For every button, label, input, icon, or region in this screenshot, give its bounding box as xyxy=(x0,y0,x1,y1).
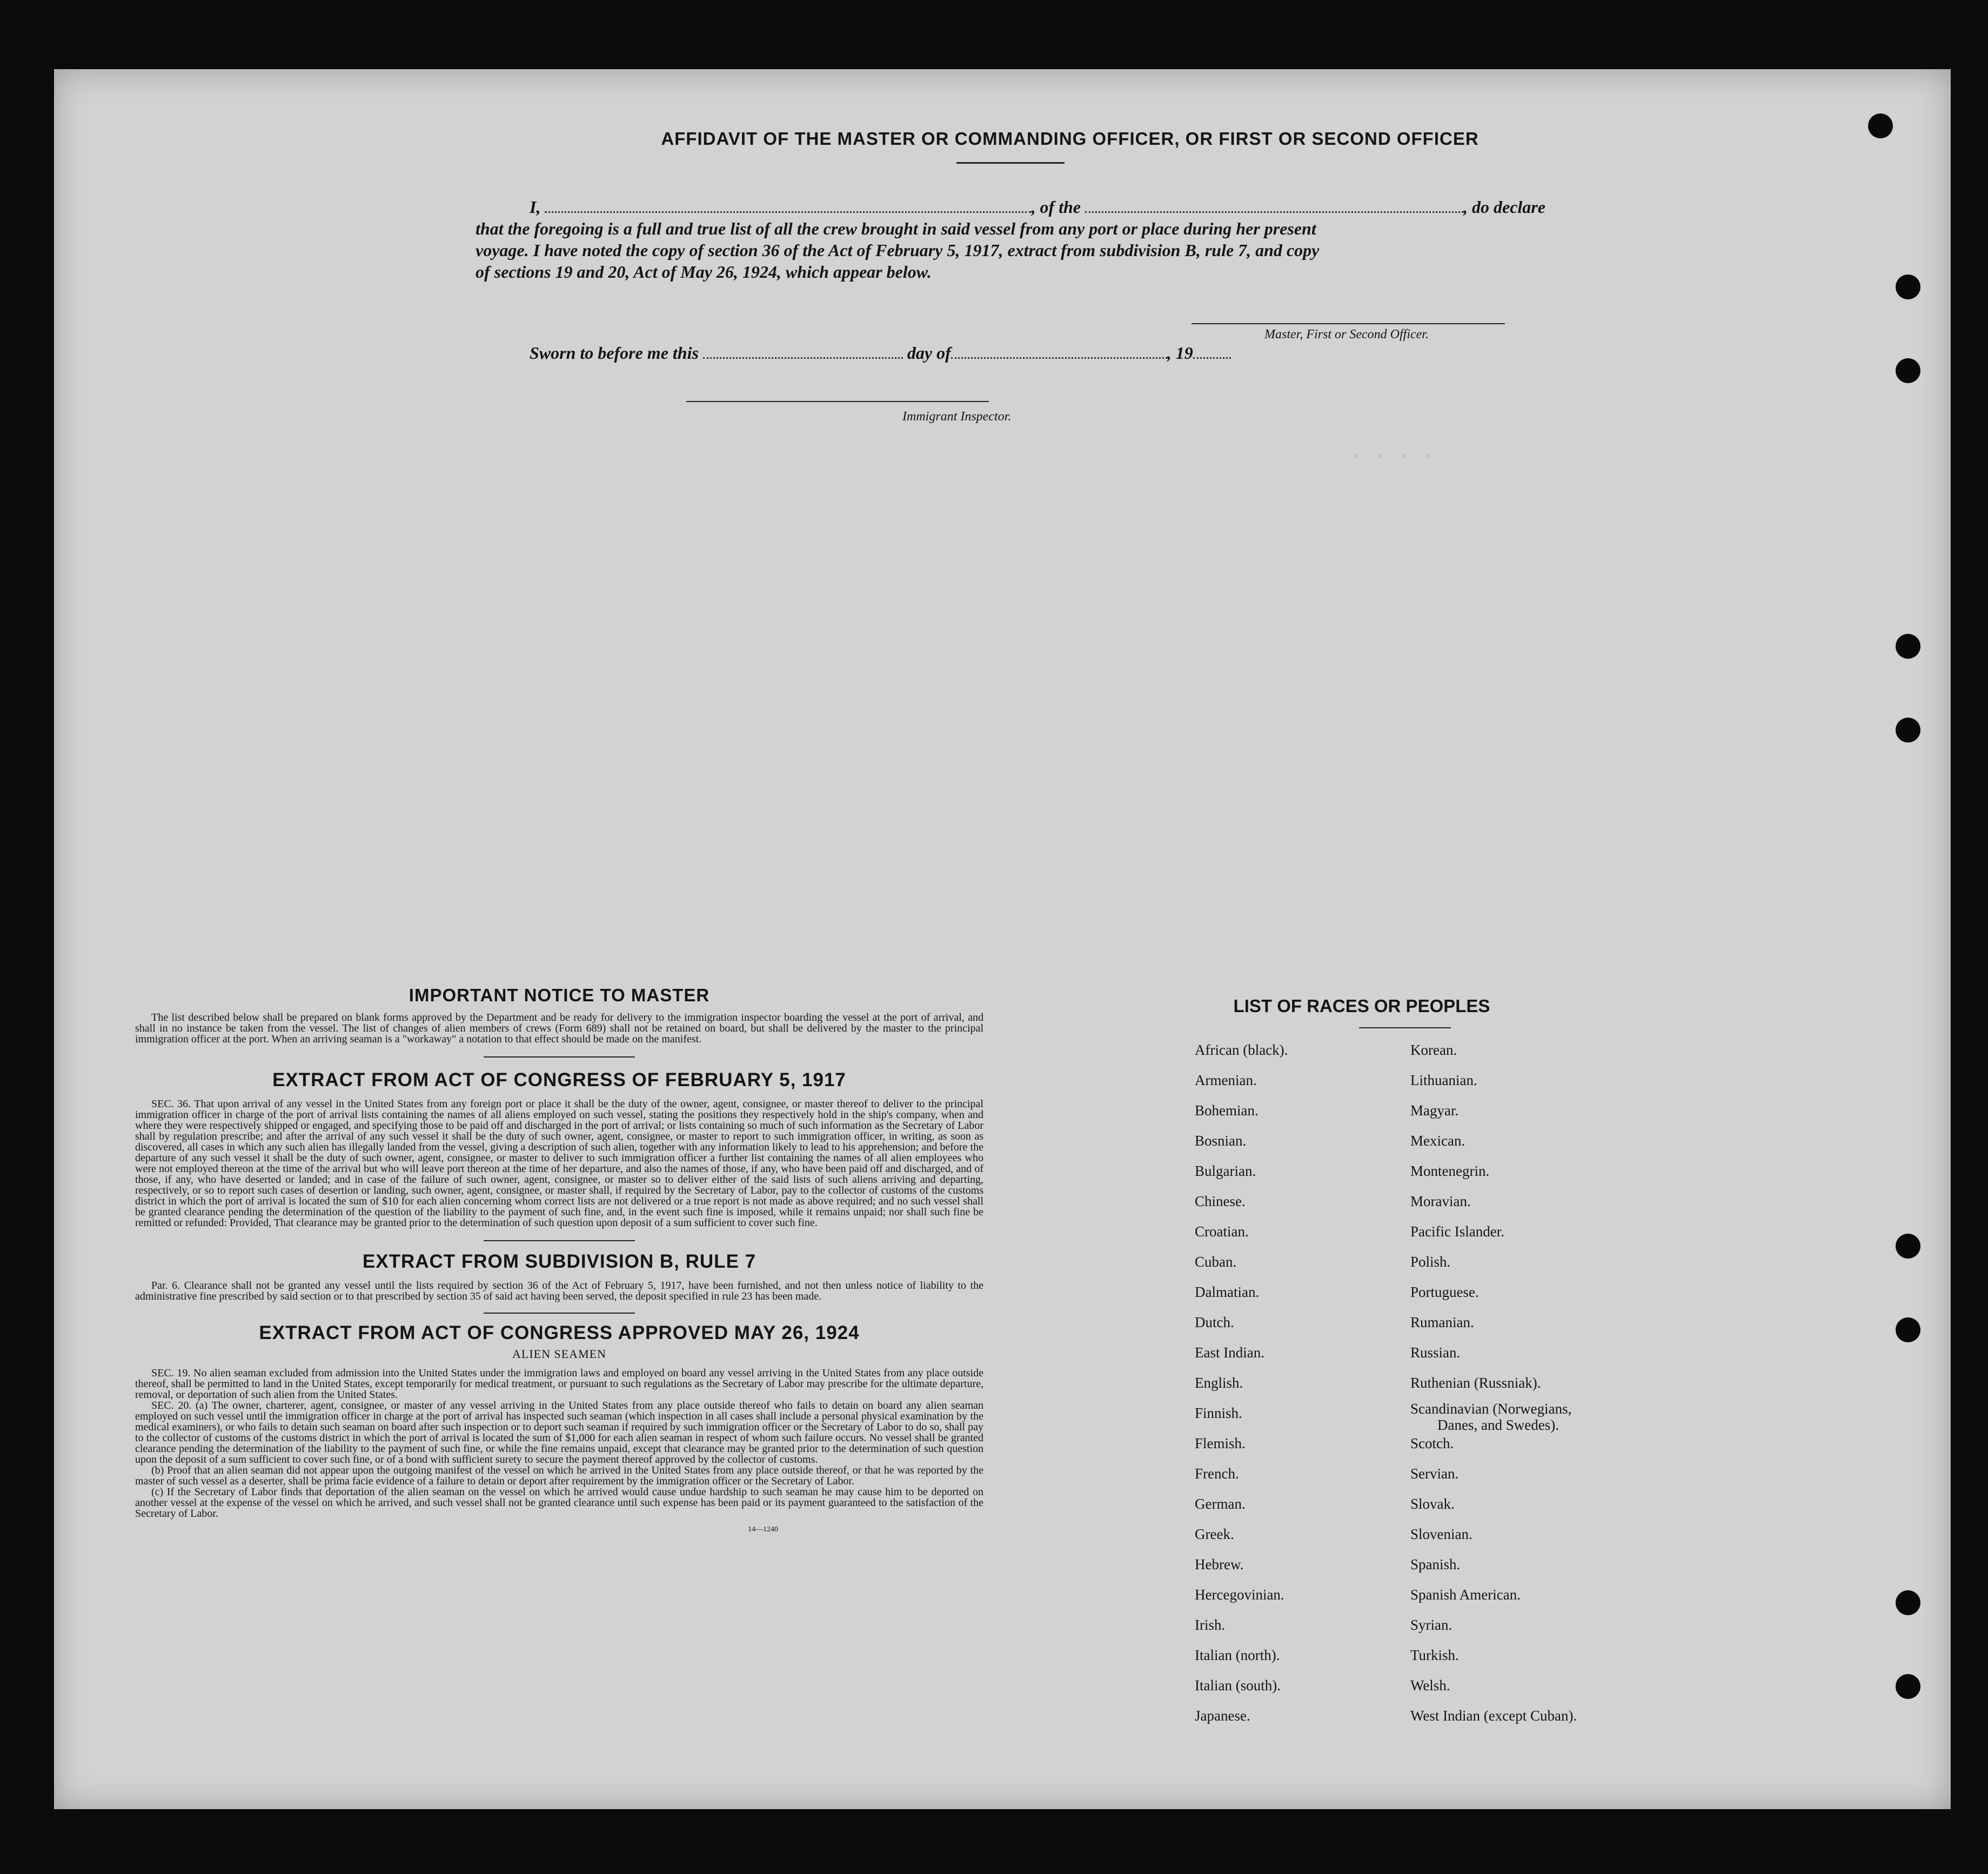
vessel-blank xyxy=(1085,201,1463,213)
name-blank xyxy=(545,201,1031,213)
binder-hole xyxy=(1896,1674,1920,1699)
race-right-item: Pacific Islander. xyxy=(1410,1223,1504,1240)
declaration-prefix: I, xyxy=(530,197,541,217)
race-right-item: Mexican. xyxy=(1410,1133,1465,1149)
race-left-item: English. xyxy=(1195,1375,1243,1391)
sec19-text: SEC. 19. No alien seaman excluded from admission into the United States under the immigration laws and employed on board any vessel arriving in the United States from any place outside thereof, shall be permitted to land in the United States, except temporarily for medical treatment, or pursuant to such regulations as the Secretary of Labor may prescribe for the ultimate departure, removal, or deportation of such alien from the United States. xyxy=(135,1367,983,1401)
race-left-item: Italian (north). xyxy=(1195,1647,1280,1663)
race-right-item: Portuguese. xyxy=(1410,1284,1479,1300)
sworn-month-blank xyxy=(951,347,1167,359)
races-title-underline xyxy=(1359,1027,1451,1028)
race-right-item: Slovak. xyxy=(1410,1496,1455,1512)
sworn-year-blank xyxy=(1193,347,1231,359)
inspector-signature-line xyxy=(686,401,989,402)
race-left-item: Hercegovinian. xyxy=(1195,1587,1284,1603)
race-left-item: African (black). xyxy=(1195,1042,1288,1058)
race-right-item: Scandinavian (Norwegians, xyxy=(1410,1401,1572,1417)
race-left-item: Finnish. xyxy=(1195,1405,1242,1421)
race-left-item: Hebrew. xyxy=(1195,1556,1244,1572)
race-left-item: Greek. xyxy=(1195,1526,1234,1542)
section-divider xyxy=(484,1056,635,1058)
section-divider xyxy=(484,1240,635,1241)
race-right-item: Syrian. xyxy=(1410,1617,1452,1633)
sec20c-text: (c) If the Secretary of Labor finds that deportation of the alien seaman on the vessel on which he arrived would cause undue hardship to such seaman he may cause him to be deported on another vessel at the expense of the vessel on which he arrived, and such vessel shall not be granted clearance until such expense has been paid or its payment guaranteed to the satisfaction of the Secretary of Labor. xyxy=(135,1486,983,1520)
race-left-item: Armenian. xyxy=(1195,1072,1257,1088)
binder-hole xyxy=(1896,718,1920,742)
race-left-item: Irish. xyxy=(1195,1617,1226,1633)
race-right-item: Montenegrin. xyxy=(1410,1163,1490,1179)
sworn-day-blank xyxy=(703,347,903,359)
race-left-item: Bosnian. xyxy=(1195,1133,1247,1149)
master-signature-line xyxy=(1192,323,1505,324)
race-left-item: Bulgarian. xyxy=(1195,1163,1256,1179)
form-number: 14—1240 xyxy=(748,1525,778,1534)
declaration-line-4: of sections 19 and 20, Act of May 26, 1924, which appear below. xyxy=(476,262,932,282)
binder-hole xyxy=(1896,1590,1920,1615)
race-left-item: Bohemian. xyxy=(1195,1102,1259,1119)
sworn-year-prefix: , 19 xyxy=(1167,343,1193,363)
race-right-item: Lithuanian. xyxy=(1410,1072,1477,1088)
section-divider xyxy=(484,1313,635,1314)
race-right-item: Spanish American. xyxy=(1410,1587,1521,1603)
sec20b-text: (b) Proof that an alien seaman did not appear upon the outgoing manifest of the vessel on which he arrived in the United States from any place outside thereof, or that he was reported by the master of such vessel as a deserter, shall be prima facie evidence of a failure to detain or deport after requirement by the immigration officer or the Secretary of Labor. xyxy=(135,1464,983,1487)
race-right-item: Polish. xyxy=(1410,1254,1451,1270)
binder-hole xyxy=(1896,634,1920,659)
declaration-line-3: voyage. I have noted the copy of section 36 of the Act of February 5, 1917, extract from subdivision B, rule 7, and copy xyxy=(476,240,1320,260)
affidavit-title: AFFIDAVIT OF THE MASTER OR COMMANDING OFFICER, OR FIRST OR SECOND OFFICER xyxy=(661,129,1479,149)
extract-1917-title: EXTRACT FROM ACT OF CONGRESS OF FEBRUARY 5, 1917 xyxy=(272,1069,846,1090)
legal-text-column xyxy=(135,985,983,1534)
sec20a-text: SEC. 20. (a) The owner, charterer, agent, consignee, or master of any vessel arriving in the United States from any place outside thereof who fails to detain on board any alien seaman employed on such vessel until the immigration officer in charge at the port of arrival has inspected such seaman (which inspection in all cases shall include a personal physical examination by the medical examiners), or who fails to detain such seaman on board after such inspection or to deport such seaman if required by such immigration officer or the Secretary of Labor to do so, shall pay to the collector of customs of the customs district in which the port of arrival is located the sum of $1,000 for each alien seaman in respect of whom such failure occurs. No vessel shall be granted clearance pending the determination of the liability to the payment of such fine, or while the fine remains unpaid, except that clearance may be granted prior to the determination of such question upon the deposit of a sum sufficient to cover such fine, or of a bond with sufficient surety to secure the payment thereof approved by the collector of customs. xyxy=(135,1400,983,1465)
race-right-item: West Indian (except Cuban). xyxy=(1410,1708,1577,1724)
race-right-item: Servian. xyxy=(1410,1465,1459,1482)
race-left-item: Italian (south). xyxy=(1195,1677,1281,1694)
sworn-day-of: day of xyxy=(907,343,951,363)
race-right-item: Slovenian. xyxy=(1410,1526,1472,1542)
notice-title: IMPORTANT NOTICE TO MASTER xyxy=(409,985,710,1005)
inspector-caption: Immigrant Inspector. xyxy=(902,410,1012,424)
races-title: LIST OF RACES OR PEOPLES xyxy=(1233,996,1490,1016)
race-right-item: Moravian. xyxy=(1410,1193,1471,1209)
race-left-item: Chinese. xyxy=(1195,1193,1246,1209)
binder-hole xyxy=(1896,358,1920,383)
extract-1924-title: EXTRACT FROM ACT OF CONGRESS APPROVED MAY 26, 1924 xyxy=(259,1322,860,1343)
declaration-of-the: , of the xyxy=(1031,197,1081,217)
sworn-statement xyxy=(530,342,1231,364)
binder-hole xyxy=(1896,1317,1920,1342)
race-right-item: Korean. xyxy=(1410,1042,1457,1058)
race-right-item: Ruthenian (Russniak). xyxy=(1410,1375,1541,1391)
affidavit-declaration xyxy=(476,196,1610,283)
declaration-line-2: that the foregoing is a full and true list of all the crew brought in said vessel from any port or place during her present xyxy=(476,219,1316,238)
declaration-suffix: , do declare xyxy=(1463,197,1545,217)
binder-hole xyxy=(1896,275,1920,299)
race-left-item: Dalmatian. xyxy=(1195,1284,1260,1300)
race-left-item: German. xyxy=(1195,1496,1246,1512)
race-left-item: Croatian. xyxy=(1195,1223,1249,1240)
sworn-prefix: Sworn to before me this xyxy=(530,343,699,363)
race-left-item: Dutch. xyxy=(1195,1314,1234,1330)
binder-hole xyxy=(1868,113,1893,138)
race-left-item: Japanese. xyxy=(1195,1708,1250,1724)
race-right-item: Scotch. xyxy=(1410,1435,1454,1451)
race-right-item: Turkish. xyxy=(1410,1647,1459,1663)
race-right-item: Welsh. xyxy=(1410,1677,1450,1694)
rule7-title: EXTRACT FROM SUBDIVISION B, RULE 7 xyxy=(362,1251,757,1272)
title-underline xyxy=(956,162,1065,164)
race-right-item-continued: Danes, and Swedes). xyxy=(1437,1417,1559,1433)
race-right-item: Rumanian. xyxy=(1410,1314,1474,1330)
rule7-body: Par. 6. Clearance shall not be granted any vessel until the lists required by section 36 of the Act of February 5, 1917, have been furnished, and not then unless notice of liability to the administrative fine prescribed by said section or to that prescribed by section 35 of said act having been served, the deposit specified in rule 23 has been made. xyxy=(135,1280,983,1302)
bleed-through-text: · · · · xyxy=(1351,447,1435,466)
document-page xyxy=(54,69,1951,1809)
race-left-item: East Indian. xyxy=(1195,1344,1264,1361)
master-caption: Master, First or Second Officer. xyxy=(1264,327,1429,342)
race-left-item: French. xyxy=(1195,1465,1239,1482)
race-left-item: Cuban. xyxy=(1195,1254,1237,1270)
binder-hole xyxy=(1896,1234,1920,1259)
race-right-item: Magyar. xyxy=(1410,1102,1459,1119)
race-right-item: Russian. xyxy=(1410,1344,1461,1361)
race-right-item: Spanish. xyxy=(1410,1556,1461,1572)
race-left-item: Flemish. xyxy=(1195,1435,1246,1451)
extract-1924-subtitle: ALIEN SEAMEN xyxy=(512,1347,606,1361)
extract-1917-body: SEC. 36. That upon arrival of any vessel in the United States from any foreign port or place it shall be the duty of the owner, agent, consignee, or master thereof to deliver to the principal immigration officer in charge of the port of arrival lists containing the names of all aliens employed on such vessel, stating the positions they respectively hold in the ship's company, when and where they were respectively shipped or engaged, and specifying those to be paid off and discharged in the port of arrival; or lists containing so much of such information as the Secretary of Labor shall by regulation prescribe; and after the arrival of any such vessel it shall be the duty of such owner, agent, consignee, or master to report to such immigration officer, in writing, as soon as discovered, all cases in which any such alien has illegally landed from the vessel, giving a description of such alien, together with any information likely to lead to his apprehension; and before the departure of any such vessel it shall be the duty of such owner, agent, consignee, or master to deliver to such immigration officer a further list containing the names of all alien employees who were not employed thereon at the time of the arrival but who will leave port thereon at the time of her departure, and also the names of those, if any, who have been paid off and discharged, and of those, if any, who have deserted or landed; and in case of the failure of such owner, agent, consignee, or master so to deliver either of the said lists of such aliens arriving and departing, respectively, or so to report such cases of desertion or landing, such owner, agent, consignee, or master shall, if required by the Secretary of Labor, pay to the collector of customs of the customs district in which the port of arrival is located the sum of $10 for each alien concerning whom correct lists are not delivered or a true report is not made as above required; and no such vessel shall be granted clearance pending the determination of the question of the liability to the payment of such fine, and, in the event such fine is imposed, while it remains unpaid; nor shall such fine be remitted or refunded: Provided, That clearance may be granted prior to the determination of such question upon deposit of a sum sufficient to cover such fine. xyxy=(135,1098,983,1229)
notice-body: The list described below shall be prepared on blank forms approved by the Department and be ready for delivery to the immigration inspector boarding the vessel at the port of arrival, and shall in no instance be taken from the vessel. The list of changes of alien members of crews (Form 689) shall not be retained on board, but shall be delivered by the master to the principal immigration officer at the port. When an arriving seaman is a "workaway" a notation to that effect should be made on the manifest. xyxy=(135,1012,983,1045)
